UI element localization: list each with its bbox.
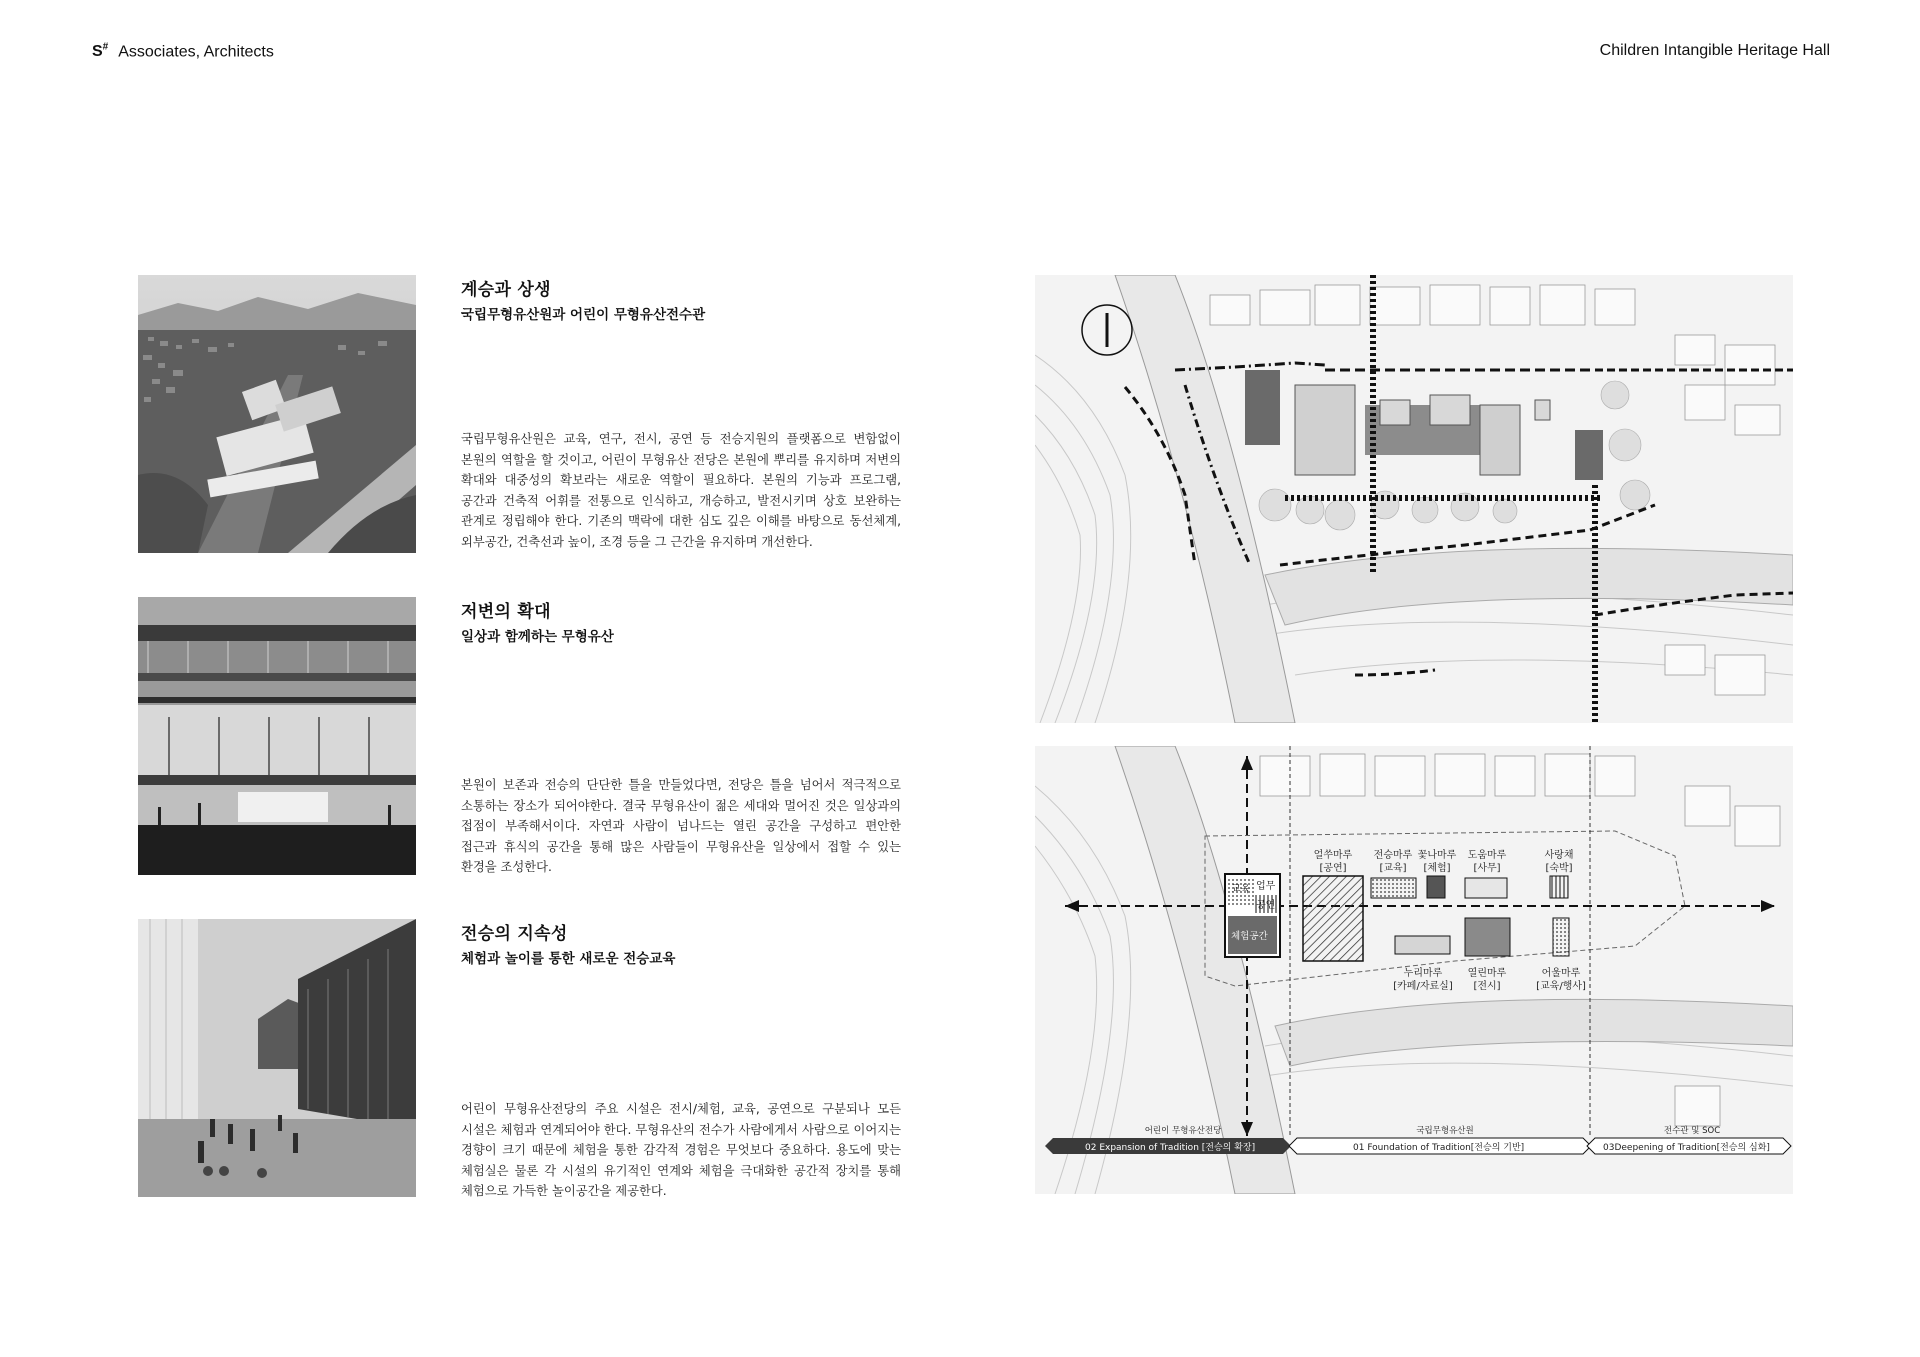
svg-text:01 Foundation of Tradition[전승의: 01 Foundation of Tradition[전승의 기반] [1353,1143,1525,1153]
section-subtitle: 체험과 놀이를 통한 새로운 전승교육 [461,951,676,967]
section-title: 계승과 상생 [461,280,551,300]
section-title: 저변의 확대 [461,602,551,622]
svg-text:[교육/행사]: [교육/행사] [1536,981,1586,992]
firm-name: Associates, Architects [118,43,274,61]
svg-text:[교육]: [교육] [1379,863,1407,874]
svg-text:전수관 및 SOC: 전수관 및 SOC [1663,1126,1721,1136]
section-sustainability [461,919,901,1199]
facade-rendering [138,597,416,875]
section-body: 본원이 보존과 전승의 단단한 틀을 만들었다면, 전당은 틀을 넘어서 적극적으로 소통하는 장소가 되어야한다. 결국 무형유산이 젊은 세대와 멀어진 것은 일상과의 접점이 부족해서이다. 자연과 사람이 넘나드는 열린 공간을 구성하고 편안한 접근과 휴식의 공간을 통해 많은 사람들이 무형유산을 일상에서 접할 수 있는 환경을 조성한다. [461,778,901,875]
children-hall-block [1225,874,1280,957]
svg-text:누리마루: 누리마루 [1403,968,1443,979]
svg-text:[숙박]: [숙박] [1545,863,1573,874]
section-title: 전승의 지속성 [461,924,568,944]
svg-text:도움마루: 도움마루 [1467,850,1507,861]
edu-label: 교육 [1231,884,1251,895]
section-body: 어린이 무형유산전당의 주요 시설은 전시/체험, 교육, 공연으로 구분되나 모든 시설은 체험과 연계되어야 한다. 무형유산의 전수가 사람에게서 사람으로 이어지는 경향이 크기 때문에 체험을 통한 감각적 경험은 무엇보다 중요하다. 용도에 맞는 체험실은 물론 각 시설의 유기적인 연계와 체험을 극대화한 공간적 장치를 통해 체험으로 가득한 놀이공간을 제공한다. [461,1102,901,1199]
svg-text:전승마루: 전승마루 [1373,850,1413,861]
section-subtitle: 일상과 함께하는 무형유산 [461,629,614,645]
svg-text:[전시]: [전시] [1473,981,1501,992]
svg-text:어린이 무형유산전당: 어린이 무형유산전당 [1144,1126,1222,1136]
office-label: 업무 [1256,881,1276,892]
section-body: 국립무형유산원은 교육, 연구, 전시, 공연 등 전승지원의 플랫폼으로 변함없이 본원의 역할을 할 것이고, 어린이 무형유산 전당은 본원에 뿌리를 유지하며 저변의 확대와 대중성의 확보라는 새로운 역할이 필요하다. 본원의 기능과 프로그램, 공간과 건축적 어휘를 전통으로 인식하고, 개승하고, 발전시키며 상호 보완하는 관계로 정립해야 한다. 기존의 맥락에 대한 심도 깊은 이해를 바탕으로 동선체계, 외부공간, 건축선과 높이, 조경 등을 그 근간을 유지하며 개선한다. [461,432,901,549]
svg-text:꽃나마루: 꽃나마루 [1417,850,1457,861]
aerial-photo [138,275,416,553]
svg-text:03Deepening of Tradition[전승의 심: 03Deepening of Tradition[전승의 심화] [1603,1143,1770,1153]
program-zoning-plan [1035,746,1793,1194]
svg-text:어울마루: 어울마루 [1541,968,1581,979]
svg-text:[카페/자료실]: [카페/자료실] [1393,981,1453,992]
svg-text:[공연]: [공연] [1319,863,1347,874]
svg-text:[사무]: [사무] [1473,863,1501,874]
section-inheritance [461,275,901,549]
firm-logo: S# [92,42,109,61]
circulation-site-plan [1035,275,1793,723]
svg-text:열린마루: 열린마루 [1467,968,1507,979]
svg-text:사랑채: 사랑채 [1544,850,1574,861]
exp-label: 체험공간 [1231,931,1268,942]
svg-text:얼쑤마루: 얼쑤마루 [1313,850,1353,861]
perf-label: 공연 [1256,900,1276,911]
courtyard-rendering [138,919,416,1197]
firm-header [92,42,274,61]
section-subtitle: 국립무형유산원과 어린이 무형유산전수관 [461,307,706,323]
svg-text:[체험]: [체험] [1423,863,1451,874]
svg-text:국립무형유산원: 국립무형유산원 [1416,1126,1474,1136]
section-expansion [461,597,901,875]
project-title: Children Intangible Heritage Hall [1599,42,1830,59]
svg-text:02 Expansion of Tradition [전승의: 02 Expansion of Tradition [전승의 확장] [1085,1143,1256,1153]
